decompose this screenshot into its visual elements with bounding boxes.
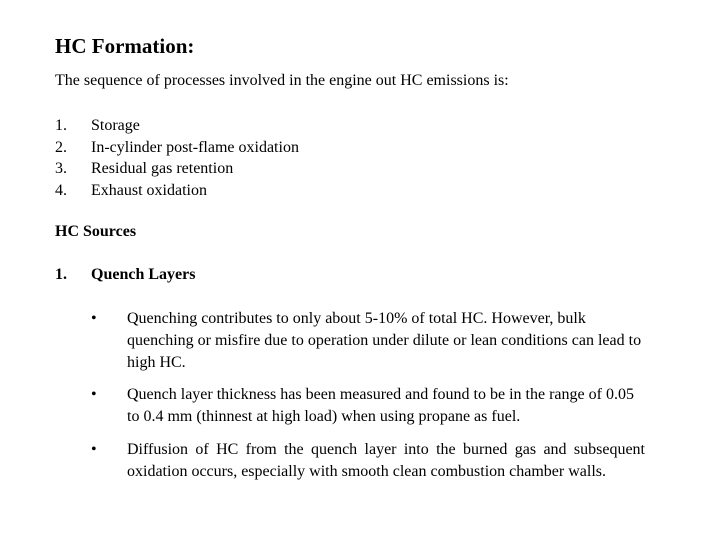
bullet-item (91, 439, 645, 483)
bullet-text: Quench layer thickness has been measured and found to be in the range of 0.05 to 0.4 mm (thinnest at high load) when using propane as fuel. (127, 386, 634, 425)
page-title: HC Formation: (55, 34, 195, 58)
sequence-text: Storage (91, 117, 140, 134)
subsection-number: 1. (55, 266, 67, 283)
sequence-text: In-cylinder post-flame oxidation (91, 138, 299, 156)
sequence-text: Exhaust oxidation (91, 181, 207, 199)
intro-text: The sequence of processes involved in the engine out HC emissions is: (55, 72, 509, 89)
bullet-item (91, 308, 645, 374)
sequence-number: 3. (55, 160, 67, 177)
sequence-text: Residual gas retention (91, 160, 234, 177)
bullet-icon: • (91, 310, 97, 327)
sequence-number: 4. (55, 181, 67, 199)
sequence-number: 1. (55, 117, 67, 134)
sources-heading: HC Sources (55, 223, 137, 240)
bullet-icon: • (91, 386, 97, 403)
bullet-icon: • (91, 441, 97, 458)
bullet-item (91, 384, 645, 428)
bullet-text: Diffusion of HC from the quench layer into the burned gas and subsequent oxidation occurs, especially with smooth clean combustion chamber walls. (127, 441, 645, 480)
bullet-text: Quenching contributes to only about 5-10% of total HC. However, bulk quenching or misfire due to operation under dilute or lean conditions can lead to high HC. (127, 310, 642, 371)
subsection-heading (55, 265, 355, 285)
sequence-number: 2. (55, 138, 67, 156)
subsection-title: Quench Layers (91, 266, 196, 283)
